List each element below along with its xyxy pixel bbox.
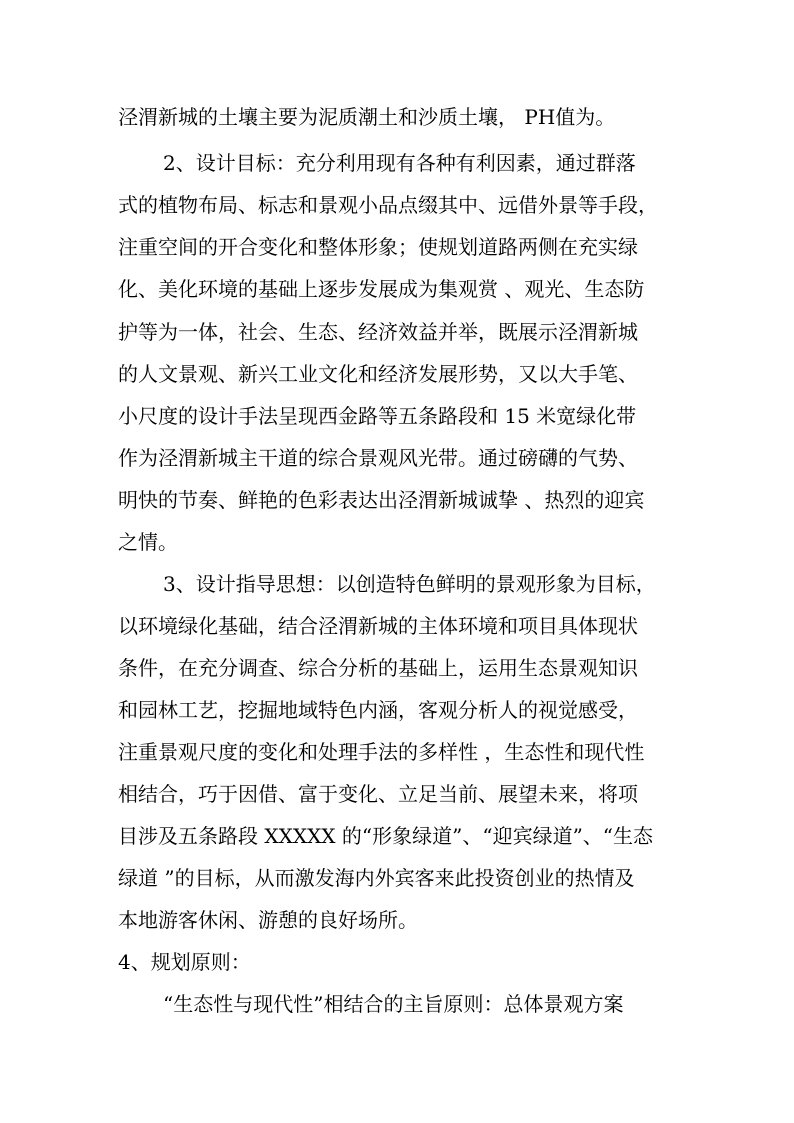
section-heading-guiding-ideology: 3、设计指导思想：以创造特色鲜明的景观形象为目标， bbox=[163, 572, 656, 596]
text-line: 化、美化环境的基础上逐步发展成为集观赏 、观光、生态防 bbox=[118, 277, 645, 301]
text-line: 的人文景观、新兴工业文化和经济发展形势，又以大手笔、 bbox=[118, 362, 638, 386]
text-line: 小尺度的设计手法呈现西金路等五条路段和 15 米宽绿化带 bbox=[118, 404, 637, 428]
text-line: 式的植物布局、标志和景观小品点缀其中、远借外景等手段， bbox=[118, 193, 658, 217]
text-line: 绿道 ”的目标，从而激发海内外宾客来此投资创业的热情及 bbox=[118, 866, 635, 890]
text-line: “生态性与现代性”相结合的主旨原则：总体景观方案 bbox=[163, 992, 624, 1016]
text-line: 明快的节奏、鲜艳的色彩表达出泾渭新城诚挚 、热烈的迎宾 bbox=[118, 488, 645, 512]
section-heading-design-goal: 2、设计目标：充分利用现有各种有利因素，通过群落 bbox=[163, 151, 636, 175]
text-line: 以环境绿化基础，结合泾渭新城的主体环境和项目具体现状 bbox=[118, 614, 638, 638]
text-line: 目涉及五条路段 XXXXX 的“形象绿道”、“迎宾绿道”、“生态 bbox=[118, 824, 654, 848]
text-line: 和园林工艺，挖掘地域特色内涵，客观分析人的视觉感受， bbox=[118, 698, 638, 722]
text-line: 作为泾渭新城主干道的综合景观风光带。通过磅礴的气势、 bbox=[118, 446, 638, 470]
section-heading-planning-principles: 4、规划原则： bbox=[118, 950, 251, 974]
text-line: 相结合，巧于因借、富于变化、立足当前、展望未来，将项 bbox=[118, 782, 638, 806]
text-line: 注重景观尺度的变化和处理手法的多样性 ，生态性和现代性 bbox=[118, 740, 645, 764]
text-line: 泾渭新城的土壤主要为泥质潮土和沙质土壤， PH值为。 bbox=[118, 105, 616, 129]
text-line: 之情。 bbox=[118, 530, 178, 554]
text-line: 条件，在充分调查、综合分析的基础上，运用生态景观知识 bbox=[118, 656, 638, 680]
text-line: 护等为一体，社会、生态、经济效益并举，既展示泾渭新城 bbox=[118, 320, 638, 344]
text-line: 注重空间的开合变化和整体形象；使规划道路两侧在充实绿 bbox=[118, 235, 638, 259]
text-line: 本地游客休闲、游憩的良好场所。 bbox=[118, 908, 418, 932]
